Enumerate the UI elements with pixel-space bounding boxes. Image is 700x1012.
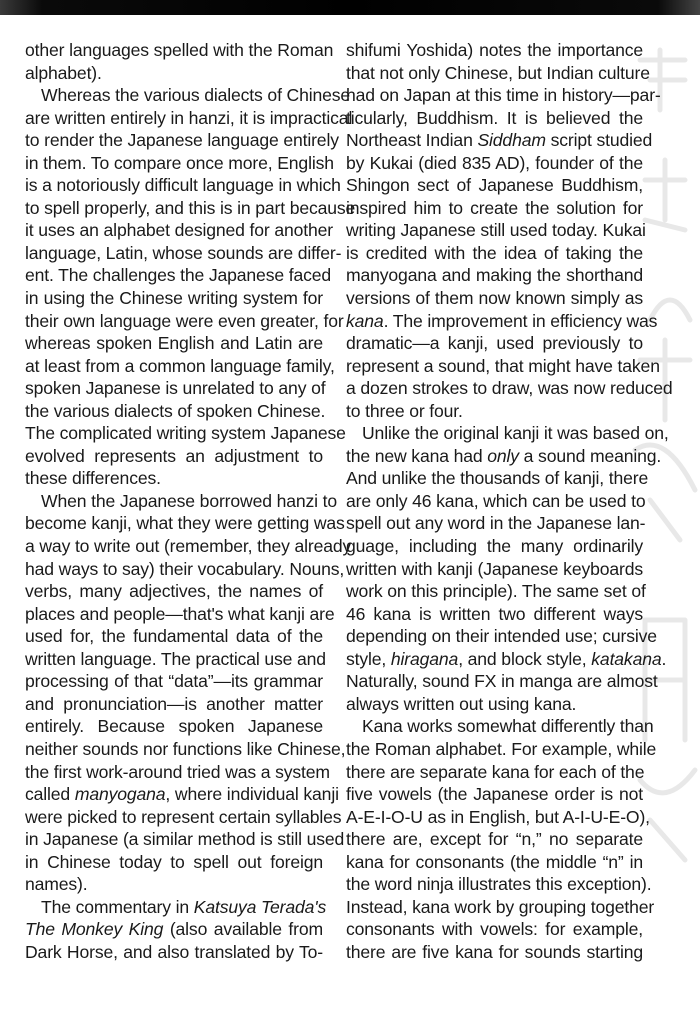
italic-term: only [487, 445, 519, 466]
text-line [25, 783, 339, 806]
italic-term: kana [346, 310, 384, 331]
text-line: evolved represents an adjustment to [25, 445, 323, 466]
text-line: Whereas the various dialects of Chinese [41, 85, 351, 106]
text-line: Unlike the original kanji it was based on, [362, 423, 669, 444]
text-line: these differences. [25, 468, 161, 489]
text-line: in them. To compare once more, English [25, 152, 334, 173]
text-fragment: a sound meaning. [518, 445, 662, 466]
text-fragment: the new kana had [346, 445, 488, 466]
text-line: When the Japanese borrowed hanzi to [41, 490, 337, 511]
text-line: represent a sound, that might have taken [346, 355, 660, 376]
text-line: had ways to say) their vocabulary. Nouns, [25, 558, 345, 579]
text-line: there are separate kana for each of the [346, 761, 645, 782]
text-line: become kanji, what they were getting was [25, 513, 345, 534]
text-line: the word ninja illustrates this exception). [346, 874, 652, 895]
italic-term: hiragana [390, 648, 459, 669]
text-line: in using the Chinese writing system for [25, 288, 323, 309]
text-line: manyogana and making the shorthand [346, 265, 643, 286]
text-line: depending on their intended use; cursive [346, 626, 657, 647]
text-line: are only 46 kana, which can be used to [346, 490, 646, 511]
text-line: is credited with the idea of taking the [346, 242, 643, 263]
text-line: the Roman alphabet. For example, while [346, 738, 657, 759]
text-line: whereas spoken English and Latin are [25, 333, 323, 354]
text-line: and pronunciation—is another matter [25, 693, 323, 714]
text-line: language, Latin, whose sounds are differ- [25, 242, 342, 263]
text-line: guage, including the many ordinarily [346, 536, 643, 557]
text-line: inspired him to create the solution for [346, 197, 643, 218]
text-line: Kana works somewhat differently than [362, 716, 654, 737]
text-fragment: script studied [545, 130, 653, 151]
italic-term: katakana [591, 648, 662, 669]
text-line: Shingon sect of Japanese Buddhism, [346, 175, 643, 196]
text-line [25, 896, 327, 919]
text-line: neither sounds nor functions like Chinese, [25, 738, 346, 759]
text-fragment: . [661, 648, 667, 669]
text-fragment: , where individual kanji [165, 784, 339, 805]
text-line: had on Japan at this time in history—par- [346, 85, 661, 106]
text-line [25, 918, 323, 941]
text-line: at least from a common language family, [25, 355, 335, 376]
text-line: A-E-I-O-U as in English, but A-I-U-E-O), [346, 806, 650, 827]
text-line: names). [25, 874, 88, 895]
text-line: there are, except for “n,” no separate [346, 829, 643, 850]
text-line: processing of that “data”—its grammar [25, 671, 323, 692]
text-line: that not only Chinese, but Indian culture [346, 62, 650, 83]
text-line: to spell properly, and this is in part because [25, 197, 356, 218]
text-line: to three or four. [346, 400, 463, 421]
text-fragment: (also available from [163, 919, 323, 940]
text-line: shifumi Yoshida) notes the importance [346, 40, 643, 60]
text-line: kana for consonants (the middle “n” in [346, 851, 643, 872]
text-line: their own language were even greater, for [25, 310, 344, 331]
text-line: always written out using kana. [346, 693, 577, 714]
text-column-left [25, 39, 356, 963]
text-line: a dozen strokes to draw, was now reduced [346, 378, 673, 399]
text-line: used for, the fundamental data of the [25, 626, 323, 647]
text-line: consonants with vowels: for example, [346, 919, 643, 940]
text-line: Naturally, sound FX in manga are almost [346, 671, 658, 692]
text-column-right [346, 39, 673, 963]
text-line: is a notoriously difficult language in which [25, 175, 341, 196]
text-line: Dark Horse, and also translated by To- [25, 941, 323, 962]
italic-term: Katsuya Terada's [193, 896, 327, 917]
text-line: verbs, many adjectives, the names of [25, 581, 323, 602]
text-line: five vowels (the Japanese order is not [346, 784, 643, 805]
text-line: spell out any word in the Japanese lan- [346, 513, 646, 534]
text-line: written with kanji (Japanese keyboards [346, 558, 643, 579]
italic-term: Siddham [477, 130, 546, 151]
text-line: entirely. Because spoken Japanese [25, 716, 323, 737]
text-line: were picked to represent certain syllables [25, 806, 342, 827]
italic-term: The Monkey King [25, 919, 164, 940]
text-line: writing Japanese still used today. Kukai [346, 220, 646, 241]
italic-term: manyogana [74, 784, 166, 805]
text-line: And unlike the thousands of kanji, there [346, 468, 649, 489]
text-line: ticularly, Buddhism. It is believed the [346, 107, 643, 128]
text-line: ent. The challenges the Japanese faced [25, 265, 332, 286]
text-line: in Chinese today to spell out foreign [25, 851, 323, 872]
text-line: are written entirely in hanzi, it is impractical [25, 107, 353, 128]
text-line: a way to write out (remember, they already [25, 536, 352, 557]
page-top-edge-bar [0, 0, 700, 15]
text-line [346, 310, 658, 333]
text-line: the first work-around tried was a system [25, 761, 330, 782]
text-fragment: style, [346, 648, 391, 669]
text-line: Instead, kana work by grouping together [346, 896, 655, 917]
text-fragment: called [25, 784, 75, 805]
text-line: other languages spelled with the Roman [25, 40, 334, 60]
text-line: places and people—that's what kanji are [25, 603, 335, 624]
text-line: work on this principle). The same set of [346, 581, 646, 602]
text-line: the various dialects of spoken Chinese. [25, 400, 326, 421]
text-line: in Japanese (a similar method is still used [25, 829, 345, 850]
text-line [346, 445, 662, 468]
text-line: there are five kana for sounds starting [346, 941, 643, 962]
text-line: written language. The practical use and [25, 648, 326, 669]
text-line: dramatic—a kanji, used previously to [346, 333, 643, 354]
text-line: alphabet). [25, 62, 102, 83]
text-line: by Kukai (died 835 AD), founder of the [346, 152, 643, 173]
text-line [346, 129, 653, 152]
text-fragment: The commentary in [41, 896, 194, 917]
text-line [346, 648, 667, 671]
text-line: The complicated writing system Japanese [25, 423, 346, 444]
text-fragment: . The improvement in efficiency was [383, 310, 658, 331]
text-fragment: , and block style, [458, 648, 592, 669]
text-line: to render the Japanese language entirely [25, 130, 339, 151]
text-line: spoken Japanese is unrelated to any of [25, 378, 326, 399]
text-fragment: Northeast Indian [346, 130, 478, 151]
text-line: it uses an alphabet designed for another [25, 220, 333, 241]
text-line: 46 kana is written two different ways [346, 603, 643, 624]
text-line: versions of them now known simply as [346, 288, 643, 309]
